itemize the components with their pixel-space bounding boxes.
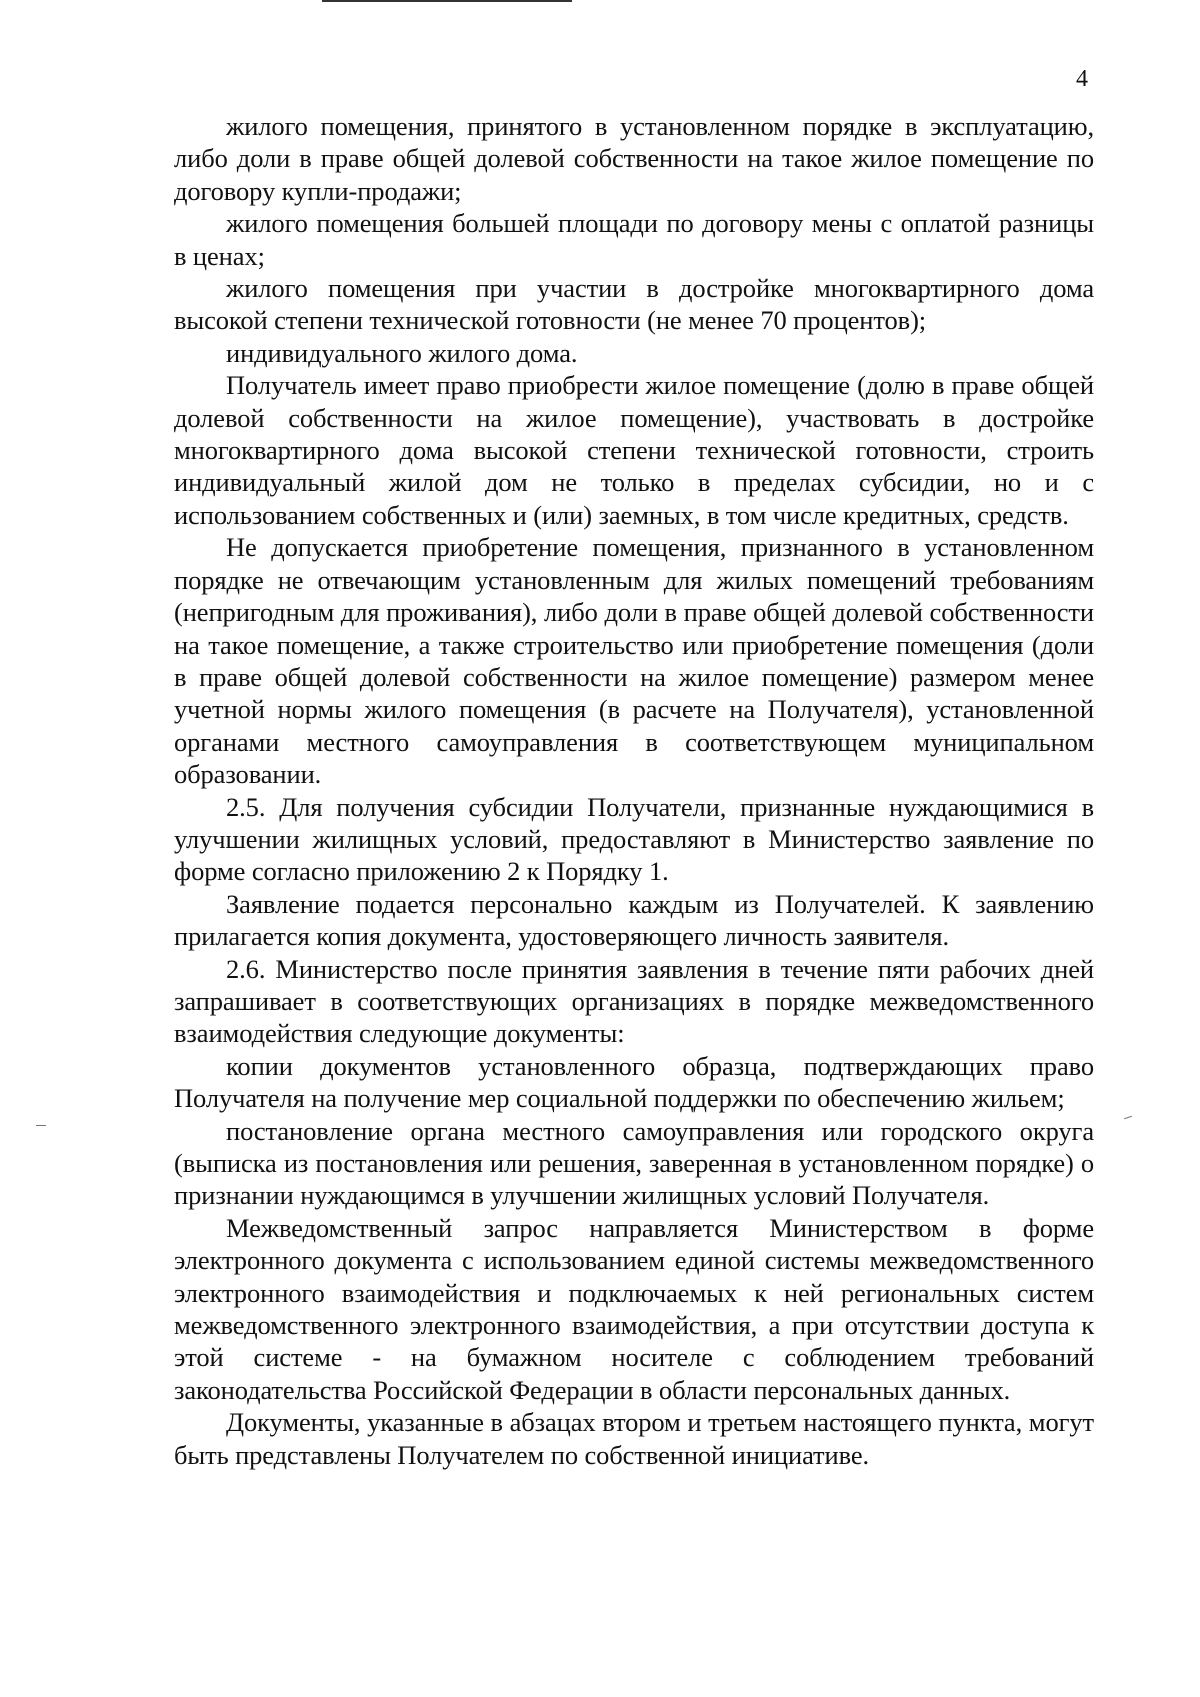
paragraph: постановление органа местного самоуправления или городского округа (выписка из постановления или решения, заверенная в установленном порядке) о признании нуждающимся в улучшении жилищных условий Получателя. [174,1115,1094,1211]
scan-mark-left [36,1125,46,1126]
top-rule [322,0,572,2]
paragraph: Межведомственный запрос направляется Министерством в форме электронного документа с использованием единой системы межведомственного электронного взаимодействия и подключаемых к ней региональных систем межведомственного электронного взаимодействия, а при отсутствии доступа к этой системе - на бумажном носителе с соблюдением требований законодательства Российской Федерации в области персональных данных. [174,1212,1094,1405]
paragraph: жилого помещения большей площади по договору мены с оплатой разницы в ценах; [174,208,1094,271]
scan-mark-right [1124,1116,1132,1119]
paragraph: 2.6. Министерство после принятия заявления в течение пяти рабочих дней запрашивает в соответствующих организациях в порядке межведомственного взаимодействия следующие документы: [174,953,1094,1049]
paragraph: Заявление подается персонально каждым из Получателей. К заявлению прилагается копия документа, удостоверяющего личность заявителя. [174,888,1094,952]
paragraph: Получатель имеет право приобрести жилое помещение (долю в праве общей долевой собственности на жилое помещение), участвовать в достройке многоквартирного дома высокой степени технической готовности, строить индивидуальный жилой дом не только в пределах субсидии, но и с использованием собственных и (или) заемных, в том числе кредитных, средств. [174,370,1094,530]
document-body [174,110,1094,1471]
paragraph: Не допускается приобретение помещения, признанного в установленном порядке не отвечающим установленным для жилых помещений требованиям (непригодным для проживания), либо доли в праве общей долевой собственности на такое помещение, а также строительство или приобретение помещения (доли в праве общей долевой собственности на жилое помещение) размером менее учетной нормы жилого помещения (в расчете на Получателя), установленной органами местного самоуправления в соответствующем муниципальном образовании. [174,532,1094,790]
paragraph: Документы, указанные в абзацах втором и третьем настоящего пункта, могут быть представлены Получателем по собственной инициативе. [174,1407,1094,1470]
paragraph: жилого помещения при участии в достройке многоквартирного дома высокой степени технической готовности (не менее 70 процентов); [174,273,1094,336]
paragraph: жилого помещения, принятого в установленном порядке в эксплуатацию, либо доли в праве общей долевой собственности на такое жилое помещение по договору купли-продажи; [174,111,1094,206]
paragraph: копии документов установленного образца, подтверждающих право Получателя на получение мер социальной поддержки по обеспечению жильем; [174,1050,1094,1114]
paragraph: 2.5. Для получения субсидии Получатели, признанные нуждающимися в улучшении жилищных условий, предоставляют в Министерство заявление по форме согласно приложению 2 к Порядку 1. [174,791,1094,887]
paragraph: индивидуального жилого дома. [226,337,578,368]
page-number: 4 [1076,66,1088,92]
